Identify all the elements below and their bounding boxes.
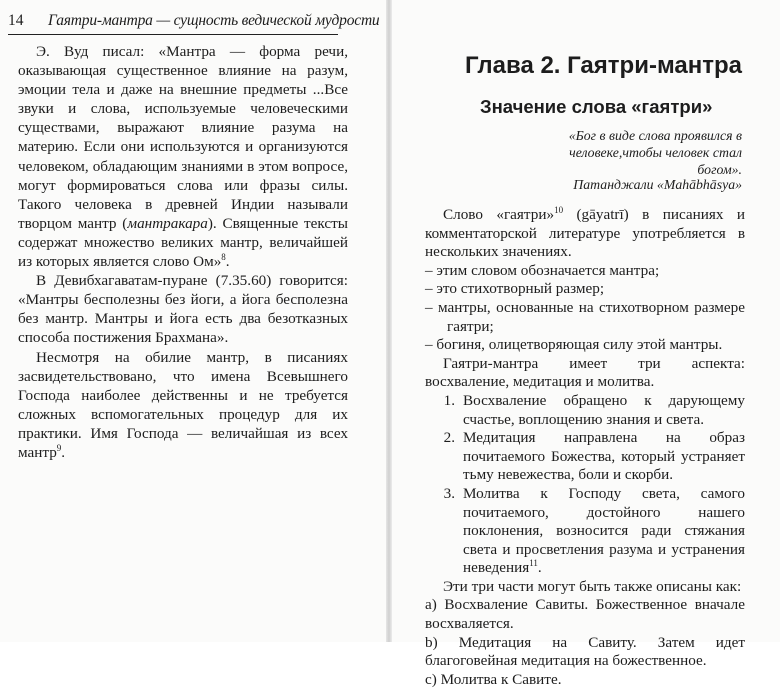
paragraph-devibhagavatam — [18, 271, 348, 347]
page-number: 14 — [8, 12, 24, 29]
parts-intro: Эти три части могут быть также описаны как: — [443, 577, 742, 595]
footnote-ref: 9 — [56, 442, 62, 453]
running-title: Гаятри-мантра — сущность ведической мудрости — [48, 12, 380, 29]
section-title: Значение слова «гаятри» — [480, 96, 713, 117]
aspects-intro: Гаятри-мантра имеет три аспекта: восхваление, медитация и молитва. — [425, 354, 745, 391]
item-text: Медитация направлена на образ почитаемого Божества, который устраняет тьму невежества, боли и скорби. — [463, 429, 745, 484]
meaning-item: – мантры, основанные на стихотворном размере гаятри; — [425, 298, 745, 335]
aspect-item — [425, 485, 745, 578]
paragraph-text: (gāyatrī) в писаниях и комментаторской литературе употребляется в нескольких значениях. — [425, 206, 745, 261]
aspect-item — [425, 429, 745, 485]
footnote-ref: 8 — [221, 251, 226, 262]
item-number: 3. — [443, 484, 455, 502]
aspect-item — [425, 392, 745, 429]
part-item: c) Молитва к Савите. — [425, 670, 562, 688]
punct: . — [225, 253, 230, 271]
item-text-body: Молитва к Господу света, самого почитаемого, достойного нашего поклонения, возносится ради стяжания света и просветления разума и устранения неведения — [463, 484, 745, 577]
chapter-title: Глава 2. Гаятри-мантра — [465, 52, 742, 79]
item-text: Молитва к Господу света, самого почитаемого, достойного нашего поклонения, возносится ради стяжания света и просветления разума и устранения неведения$^{11}$. — [463, 484, 745, 577]
footnote-ref: 11 — [529, 558, 538, 569]
item-number: 1. — [443, 391, 455, 409]
punct: . — [224, 329, 229, 347]
paragraph-names-of-god — [18, 348, 348, 463]
epigraph-author: Патанджали «Mahābhāsya» — [573, 177, 742, 192]
paragraph-text: Слово «гаятри» — [443, 206, 555, 223]
intro-paragraph — [425, 206, 745, 262]
meaning-item: – это стихотворный размер; — [425, 280, 605, 298]
left-body-text — [18, 42, 348, 462]
meaning-item: – богиня, олицетворяющая силу этой мантры. — [425, 336, 723, 354]
paragraph-text: Несмотря на обилие мантр, в писаниях засвидетельствовано, что имена Всевышнего Господа наиболее действенны и не требуется сложных вспомогательных процедур для их практики. Имя Господа — величайшая из всех мантр — [18, 348, 348, 461]
right-body-text — [425, 206, 745, 689]
footnote-ref: 10 — [554, 204, 564, 215]
meaning-item: – этим словом обозначается мантра; — [425, 261, 660, 279]
epigraph: «Бог в виде слова проявился в человеке,чтобы человек стал богом». — [568, 128, 742, 177]
part-item: b) Медитация на Савиту. Затем идет благоговейная медитация на божественное. — [425, 633, 745, 670]
item-number: 2. — [443, 429, 455, 447]
italic-term: мантракара — [127, 214, 208, 232]
paragraph-wood-quote — [18, 42, 348, 271]
running-header — [8, 12, 380, 35]
paragraph-text: ). Священные тексты содержат множество великих мантр, величайшей из которых является слово Ом» — [18, 214, 348, 271]
item-text: Восхваление обращено к дарующему счастье, воплощению знания и света. — [463, 391, 745, 428]
paragraph-text: В Девибхагаватам-пуране (7.35.60) говорится: «Мантры бесполезны без йоги, а йога бесполезна без мантр. Мантры и йога есть два безотказных способа постижения Брахмана» — [18, 272, 348, 347]
punct: . — [61, 443, 66, 461]
paragraph-text: Э. Вуд писал: «Мантра — форма речи, оказывающая существенное влияние на разум, эмоции тела и даже на внешние предметы ...Все звуки и слова, используемые человеческими существами, выражают влияние разума на материю. Если они используются и организуются человеком, обладающим знаниями в этом вопросе, могут формироваться слова или фразы силы. Такого человека в древней Индии называли творцом мантр ( — [18, 43, 348, 232]
part-item: a) Восхваление Савиты. Божественное вначале восхваляется. — [425, 596, 745, 633]
